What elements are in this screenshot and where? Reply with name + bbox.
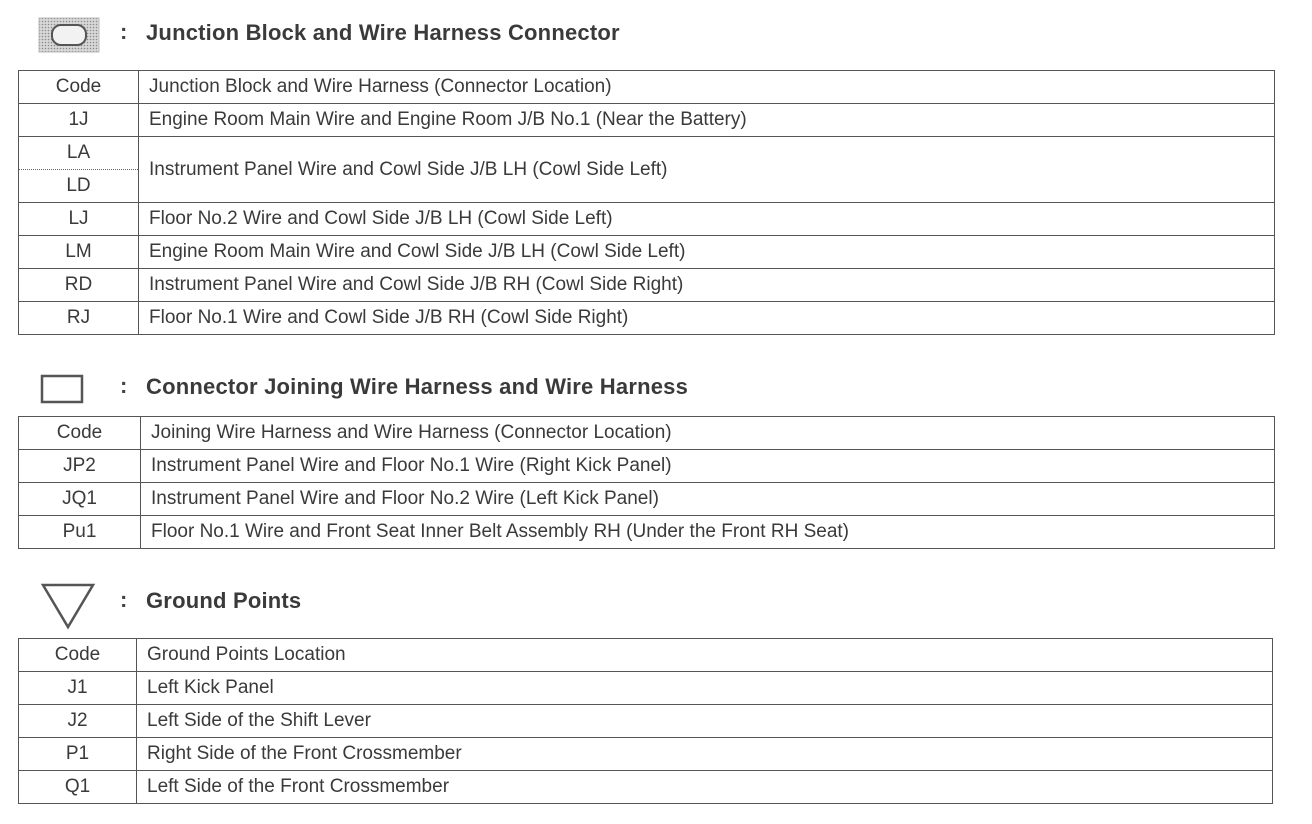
table-row <box>19 738 1273 771</box>
row-description: Left Side of the Shift Lever <box>137 705 1273 738</box>
table-row <box>19 450 1275 483</box>
table-row <box>19 203 1275 236</box>
description-column-header: Ground Points Location <box>137 639 1273 672</box>
row-code: 1J <box>19 104 139 137</box>
table-row <box>19 137 1275 170</box>
row-description: Left Side of the Front Crossmember <box>137 771 1273 804</box>
row-code: J2 <box>19 705 137 738</box>
row-code: LJ <box>19 203 139 236</box>
table-header-row <box>19 417 1275 450</box>
row-code: LD <box>19 170 139 203</box>
row-description: Left Kick Panel <box>137 672 1273 705</box>
table-row <box>19 236 1275 269</box>
section-title: Ground Points <box>146 588 302 613</box>
row-code: JP2 <box>19 450 141 483</box>
table-header-row <box>19 639 1273 672</box>
table-row <box>19 269 1275 302</box>
section-ground-points-header <box>0 582 1312 622</box>
row-description: Floor No.1 Wire and Front Seat Inner Belt Assembly RH (Under the Front RH Seat) <box>141 516 1275 549</box>
table-row <box>19 483 1275 516</box>
connector-table <box>18 416 1275 549</box>
ground-triangle-icon <box>40 582 96 635</box>
row-description: Floor No.2 Wire and Cowl Side J/B LH (Cowl Side Left) <box>139 203 1275 236</box>
row-code: P1 <box>19 738 137 771</box>
row-code: LA <box>19 137 139 170</box>
section-colon: : <box>120 587 128 612</box>
row-description: Instrument Panel Wire and Cowl Side J/B RH (Cowl Side Right) <box>139 269 1275 302</box>
row-code: RJ <box>19 302 139 335</box>
description-column-header: Junction Block and Wire Harness (Connector Location) <box>139 71 1275 104</box>
junction-block-table <box>18 70 1275 335</box>
row-code: Q1 <box>19 771 137 804</box>
row-code: JQ1 <box>19 483 141 516</box>
junction-block-icon <box>38 17 100 58</box>
row-description: Engine Room Main Wire and Cowl Side J/B LH (Cowl Side Left) <box>139 236 1275 269</box>
code-column-header: Code <box>19 417 141 450</box>
table-row <box>19 705 1273 738</box>
code-column-header: Code <box>19 71 139 104</box>
section-title: Connector Joining Wire Harness and Wire Harness <box>146 374 689 399</box>
section-colon: : <box>120 19 128 44</box>
section-colon: : <box>120 373 128 398</box>
row-code: J1 <box>19 672 137 705</box>
table-row <box>19 302 1275 335</box>
row-code: Pu1 <box>19 516 141 549</box>
row-description: Engine Room Main Wire and Engine Room J/B No.1 (Near the Battery) <box>139 104 1275 137</box>
table-row <box>19 104 1275 137</box>
table-header-row <box>19 71 1275 104</box>
table-row <box>19 771 1273 804</box>
description-column-header: Joining Wire Harness and Wire Harness (Connector Location) <box>141 417 1275 450</box>
section-junction-block-header <box>0 14 1312 54</box>
row-description: Right Side of the Front Crossmember <box>137 738 1273 771</box>
row-description: Instrument Panel Wire and Floor No.1 Wire (Right Kick Panel) <box>141 450 1275 483</box>
row-description: Floor No.1 Wire and Cowl Side J/B RH (Cowl Side Right) <box>139 302 1275 335</box>
table-row <box>19 516 1275 549</box>
ground-points-table <box>18 638 1273 804</box>
section-title: Junction Block and Wire Harness Connector <box>146 20 620 45</box>
section-connector-header <box>0 368 1312 408</box>
connector-box-icon <box>40 374 84 409</box>
table-row <box>19 672 1273 705</box>
row-description: Instrument Panel Wire and Cowl Side J/B LH (Cowl Side Left) <box>139 137 1275 203</box>
row-code: RD <box>19 269 139 302</box>
row-description: Instrument Panel Wire and Floor No.2 Wire (Left Kick Panel) <box>141 483 1275 516</box>
row-code: LM <box>19 236 139 269</box>
code-column-header: Code <box>19 639 137 672</box>
